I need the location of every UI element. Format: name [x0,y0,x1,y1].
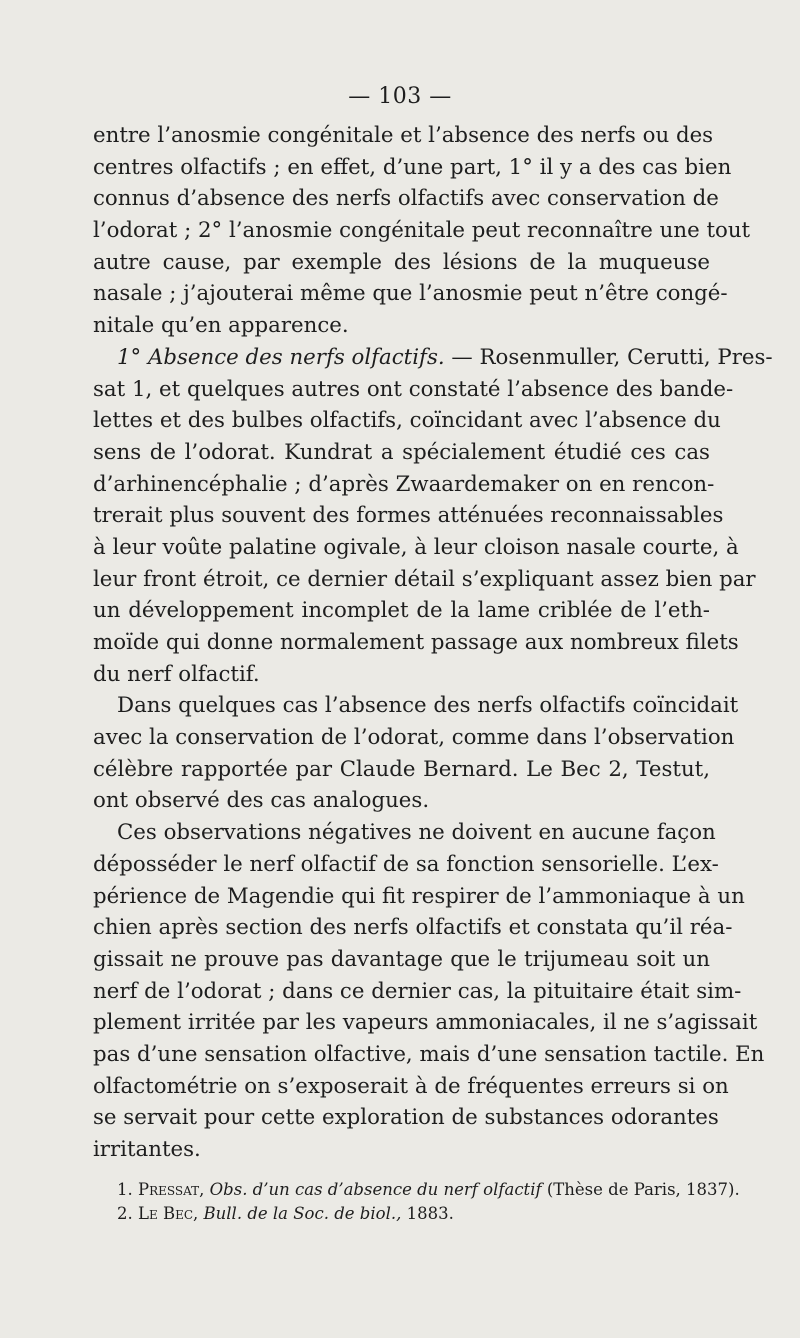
text-line: à leur voûte palatine ogivale, à leur cloison nasale courte, à [93,534,739,560]
footnote: 2. Le Bec, Bull. de la Soc. de biol., 1883. [117,1204,454,1223]
text-line: centres olfactifs ; en effet, d’une part, 1° il y a des cas bien [93,154,732,180]
text-line: l’odorat ; 2° l’anosmie congénitale peut reconnaître une tout [93,218,751,244]
text-line: irritantes. [93,1137,201,1162]
text-line: du nerf olfactif. [93,661,260,687]
text-line: autre cause, par exemple des lésions de la muqueuse [93,249,710,275]
text-line: trerait plus souvent des formes atténuées reconnaissables [93,503,724,529]
text-line: Ces observations négatives ne doivent en aucune façon [117,820,716,846]
body-text [93,120,773,1166]
text-line: sat 1, et quelques autres ont constaté l’absence des bande- [93,376,734,402]
footnotes [117,1178,740,1226]
text-line: périence de Magendie qui fit respirer de l’ammoniaque à un [93,883,745,909]
text-line: se servait pour cette exploration de substances odorantes [93,1105,719,1131]
text-line: d’arhinencéphalie ; d’après Zwaardemaker on en rencon- [93,471,715,497]
text-line: plement irritée par les vapeurs ammoniacales, il ne s’agissait [93,1010,758,1036]
text-line: nerf de l’odorat ; dans ce dernier cas, la pituitaire était sim- [93,978,742,1004]
text-line: ont observé des cas analogues. [93,788,430,814]
footnote: 1. Pressat, Obs. d’un cas d’absence du nerf olfactif (Thèse de Paris, 1837). [117,1180,740,1199]
text-line: lettes et des bulbes olfactifs, coïncidant avec l’absence du [93,408,721,434]
text-line: nasale ; j’ajouterai même que l’anosmie peut n’être congé- [93,281,728,307]
text-line: avec la conservation de l’odorat, comme dans l’observation [93,725,735,751]
text-line: gissait ne prouve pas davantage que le trijumeau soit un [93,946,710,972]
text-line: Dans quelques cas l’absence des nerfs olfactifs coïncidait [117,693,739,719]
text-line: chien après section des nerfs olfactifs et constata qu’il réa- [93,915,733,941]
section-heading: 1° Absence des nerfs olfactifs. [117,344,445,370]
text-line: moïde qui donne normalement passage aux nombreux filets [93,630,739,655]
text-line: entre l’anosmie congénitale et l’absence des nerfs ou des [93,123,714,148]
text-line: nitale qu’en apparence. [93,313,349,339]
page-number: — 103 — [348,84,452,109]
text-line: sens de l’odorat. Kundrat a spécialement étudié ces cas [93,439,710,465]
text-line: pas d’une sensation olfactive, mais d’une sensation tactile. En [93,1041,765,1067]
text-line: célèbre rapportée par Claude Bernard. Le Bec 2, Testut, [93,756,710,782]
text-line: déposséder le nerf olfactif de sa fonction sensorielle. L’ex- [93,851,719,877]
text-line: olfactométrie on s’exposerait à de fréquentes erreurs si on [93,1073,729,1099]
text-line: connus d’absence des nerfs olfactifs avec conservation de [93,186,719,212]
text-line: un développement incomplet de la lame criblée de l’eth- [93,598,710,624]
text-line: leur front étroit, ce dernier détail s’expliquant assez bien par [93,566,756,592]
section-heading-line: 1° Absence des nerfs olfactifs. — Rosenmuller, Cerutti, Pres- [117,344,773,370]
